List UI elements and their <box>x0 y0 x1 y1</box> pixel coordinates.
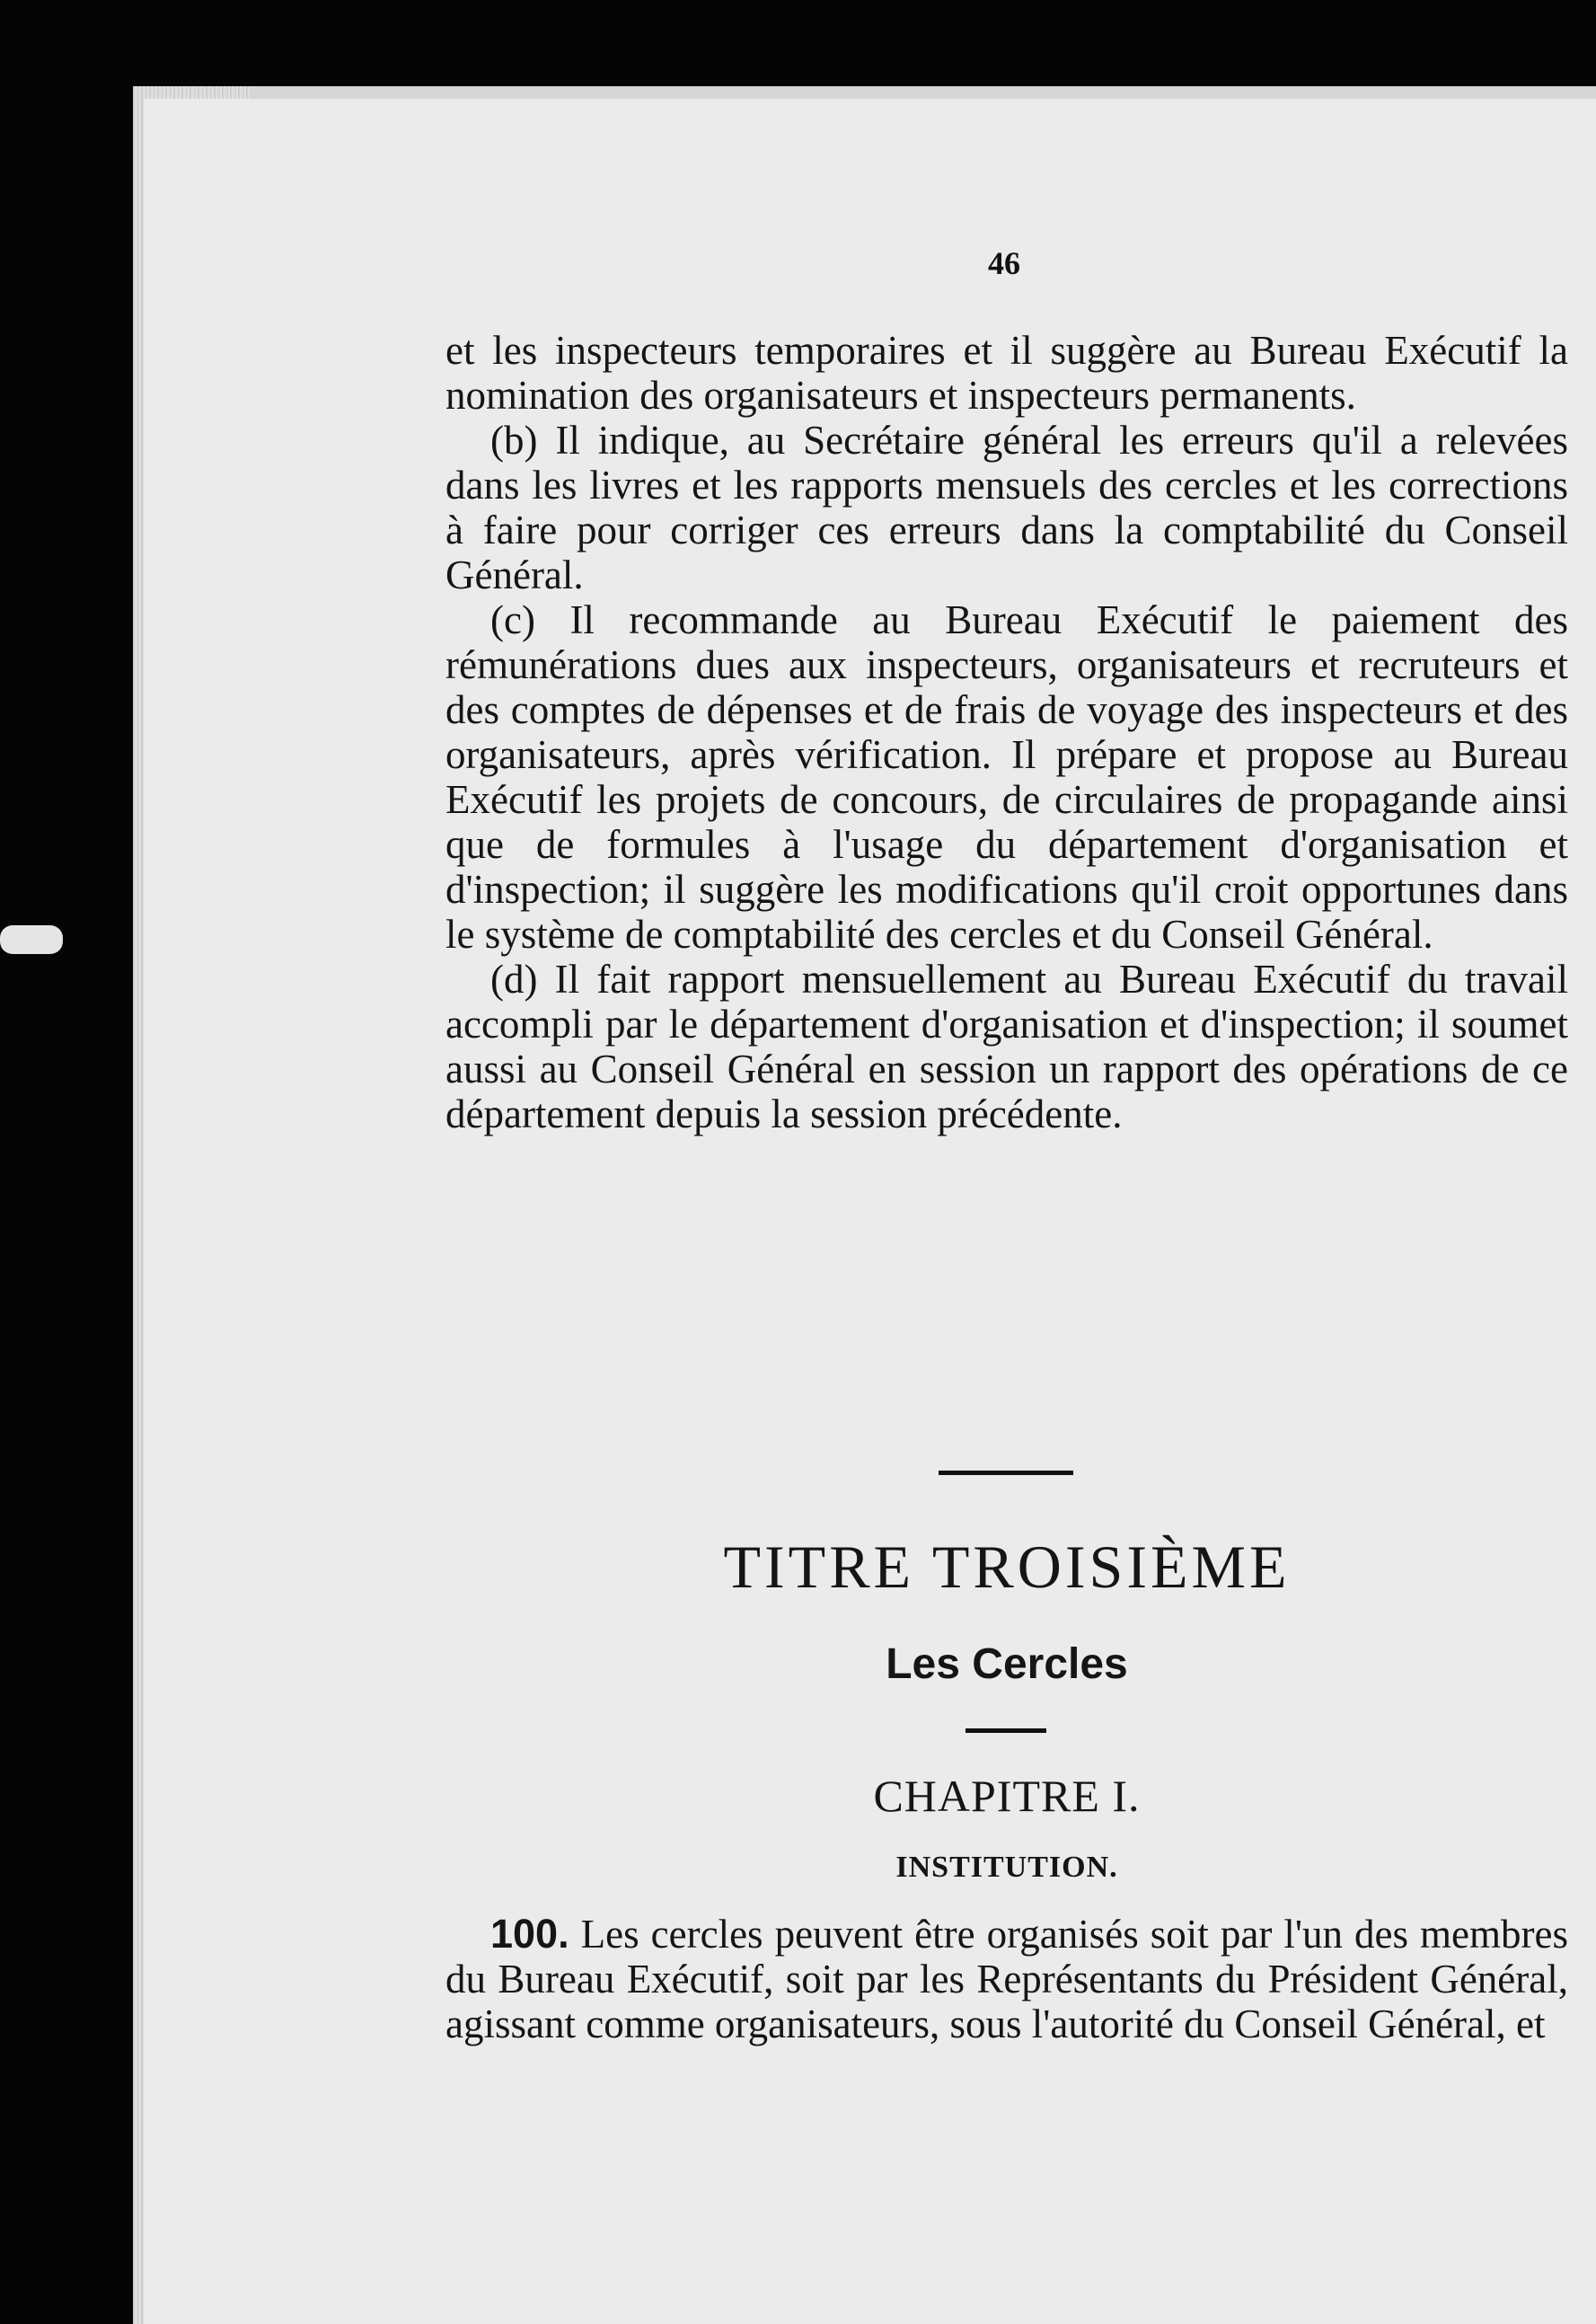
paragraph-continuation: et les inspecteurs temporaires et il suggère au Bureau Exécutif la nomination des organisateurs et inspecteurs permanents. <box>445 328 1568 418</box>
page-number: 46 <box>988 245 1020 281</box>
body-text <box>445 328 1568 1136</box>
article-100 <box>445 1912 1568 2046</box>
margin-blot <box>0 925 63 954</box>
paragraph-c: (c) Il recommande au Bureau Exécutif le paiement des rémunérations dues aux inspecteurs, organisateurs et recruteurs et des comptes de dépenses et de frais de voyage des inspecteurs et des organisateurs, après vérification. Il prépare et propose au Bureau Exécutif les projets de concours, de circulaires de propagande ainsi que de formules à l'usage du département d'organisation et d'inspection; il suggère les modifications qu'il croit opportunes dans le système de comptabilité des cercles et du Conseil Général. <box>445 597 1568 957</box>
chapter-heading: CHAPITRE I. <box>873 1771 1141 1821</box>
separator-rule <box>939 1471 1073 1475</box>
title-subheading: Les Cercles <box>886 1640 1128 1688</box>
article-number: 100. <box>490 1911 569 1957</box>
title-heading: TITRE TROISIÈME <box>723 1533 1291 1601</box>
article-text: Les cercles peuvent être organisés soit par l'un des membres du Bureau Exécutif, soit par les Représentants du Président Général, agissant comme organisateurs, sous l'autorité du Conseil Général, et <box>445 1912 1569 2046</box>
paragraph-d: (d) Il fait rapport mensuellement au Bureau Exécutif du travail accompli par le département d'organisation et d'inspection; il soumet aussi au Conseil Général en session un rapport des opérations de ce département depuis la session précédente. <box>445 957 1568 1136</box>
section-heading: INSTITUTION. <box>895 1851 1118 1884</box>
paragraph-b: (b) Il indique, au Secrétaire général les erreurs qu'il a relevées dans les livres et les rapports mensuels des cercles et les corrections à faire pour corriger ces erreurs dans la comptabilité du Conseil Général. <box>445 418 1568 597</box>
separator-rule-short <box>966 1728 1046 1733</box>
